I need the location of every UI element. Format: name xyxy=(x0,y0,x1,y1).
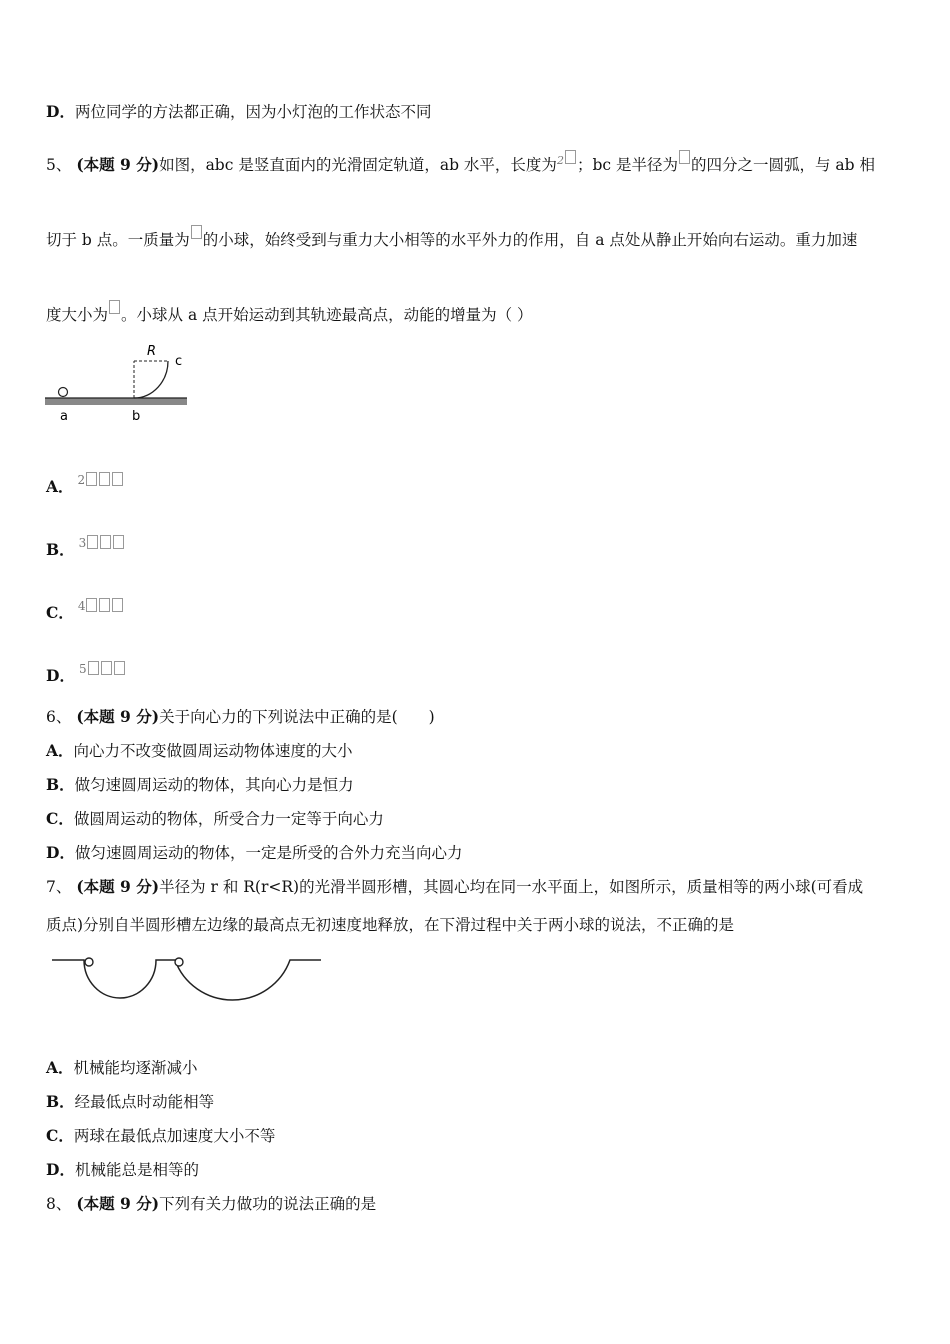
formula-placeholder xyxy=(113,535,124,549)
option-label: D． xyxy=(46,666,75,685)
option-label: A． xyxy=(46,477,74,496)
q7-option-c[interactable] xyxy=(46,1126,275,1146)
formula-placeholder xyxy=(109,300,120,314)
question-text: 下列有关力做功的说法正确的是 xyxy=(159,1195,377,1213)
formula-placeholder xyxy=(100,535,111,549)
option-label: D． xyxy=(46,843,75,862)
option-label: C． xyxy=(46,603,74,622)
q6-option-d[interactable] xyxy=(46,843,462,863)
ball xyxy=(59,388,68,397)
groove-outline xyxy=(52,960,321,1000)
ground-strip xyxy=(45,398,187,405)
q5-text: 的四分之一圆弧，与 ab 相 xyxy=(690,156,875,174)
option-text: 经最低点时动能相等 xyxy=(74,1093,215,1111)
question-header: (本题 9 分) xyxy=(76,1194,160,1213)
q7-option-a[interactable] xyxy=(46,1058,198,1078)
option-label: D． xyxy=(46,1160,75,1179)
question-number: 5、 xyxy=(46,156,72,174)
q8-stem xyxy=(46,1194,376,1214)
q6-option-b[interactable] xyxy=(46,775,354,795)
option-text: 做匀速圆周运动的物体，其向心力是恒力 xyxy=(74,776,354,794)
option-text: 向心力不改变做圆周运动物体速度的大小 xyxy=(73,742,353,760)
option-label: A． xyxy=(46,1058,74,1077)
q5-text: 的小球，始终受到与重力大小相等的水平外力的作用，自 a 点处从静止开始向右运动。重力加速 xyxy=(202,231,858,249)
question-text: 质点)分别自半圆形槽左边缘的最高点无初速度地释放，在下滑过程中关于两小球的说法，不正确的是 xyxy=(46,916,735,934)
option-label: B． xyxy=(46,1092,75,1111)
option-label: C． xyxy=(46,1126,74,1145)
formula-placeholder xyxy=(88,661,99,675)
option-text: 两位同学的方法都正确，因为小灯泡的工作状态不同 xyxy=(74,103,432,121)
q6-stem xyxy=(46,707,435,727)
q5-line-3 xyxy=(46,300,533,325)
q7-option-d[interactable] xyxy=(46,1160,199,1180)
option-coefficient: 4 xyxy=(77,599,86,613)
label-c: c xyxy=(175,354,183,369)
formula-placeholder xyxy=(679,150,690,164)
formula-placeholder xyxy=(565,150,576,164)
option-label: A． xyxy=(46,741,74,760)
q5-text: ；bc 是半径为 xyxy=(576,156,678,174)
q7-grooves-figure xyxy=(46,950,326,1028)
formula-placeholder xyxy=(112,472,123,486)
question-header: (本题 9 分) xyxy=(76,877,160,896)
option-coefficient: 5 xyxy=(78,662,87,676)
option-coefficient: 3 xyxy=(78,536,87,550)
option-text: 做匀速圆周运动的物体，一定是所受的合外力充当向心力 xyxy=(74,844,463,862)
formula-placeholder xyxy=(86,598,97,612)
question-header: (本题 9 分) xyxy=(76,707,160,726)
q5-line-2 xyxy=(46,225,857,250)
label-a: a xyxy=(60,409,68,424)
q5-text: 。小球从 a 点开始运动到其轨迹最高点，动能的增量为（ ） xyxy=(121,306,533,324)
arc-bc xyxy=(134,361,168,398)
option-text: 两球在最低点加速度大小不等 xyxy=(73,1127,276,1145)
formula-placeholder xyxy=(114,661,125,675)
label-b: b xyxy=(132,409,141,424)
question-number: 7、 xyxy=(46,878,72,896)
q7-stem-line-1 xyxy=(46,877,863,897)
option-label: C． xyxy=(46,809,74,828)
q5-text: 如图，abc 是竖直面内的光滑固定轨道，ab 水平，长度为 xyxy=(159,156,557,174)
q7-option-b[interactable] xyxy=(46,1092,214,1112)
length-coefficient: 2 xyxy=(556,154,564,167)
q5-track-figure xyxy=(40,338,200,428)
option-label: D． xyxy=(46,102,75,121)
q5-text: 切于 b 点。一质量为 xyxy=(46,231,190,249)
q5-option-a[interactable] xyxy=(46,470,124,497)
question-text: 半径为 r 和 R(r<R)的光滑半圆形槽，其圆心均在同一水平面上，如图所示，质量相等的两小球(可看成 xyxy=(159,878,864,896)
option-text: 机械能均逐渐减小 xyxy=(73,1059,198,1077)
label-r: R xyxy=(147,344,157,359)
option-coefficient: 2 xyxy=(77,473,86,487)
q5-line-1 xyxy=(46,150,875,175)
option-text: 机械能总是相等的 xyxy=(74,1161,199,1179)
q5-text: 度大小为 xyxy=(46,306,109,324)
formula-placeholder xyxy=(86,472,97,486)
question-number: 6、 xyxy=(46,708,72,726)
q6-option-c[interactable] xyxy=(46,809,384,829)
q6-option-a[interactable] xyxy=(46,741,353,761)
formula-placeholder xyxy=(99,598,110,612)
prev-option-d xyxy=(46,102,431,122)
option-label: B． xyxy=(46,775,75,794)
q5-option-d[interactable] xyxy=(46,659,126,686)
q7-stem-line-2 xyxy=(46,915,734,935)
formula-placeholder xyxy=(87,535,98,549)
question-header: (本题 9 分) xyxy=(76,155,160,174)
q5-option-c[interactable] xyxy=(46,596,124,623)
question-number: 8、 xyxy=(46,1195,72,1213)
option-text: 做圆周运动的物体，所受合力一定等于向心力 xyxy=(73,810,384,828)
small-groove-ball xyxy=(85,958,93,966)
question-text: 关于向心力的下列说法中正确的是( ) xyxy=(159,708,435,726)
formula-placeholder xyxy=(101,661,112,675)
formula-placeholder xyxy=(99,472,110,486)
formula-placeholder xyxy=(191,225,202,239)
large-groove-ball xyxy=(175,958,183,966)
q5-option-b[interactable] xyxy=(46,533,125,560)
option-label: B． xyxy=(46,540,75,559)
formula-placeholder xyxy=(112,598,123,612)
